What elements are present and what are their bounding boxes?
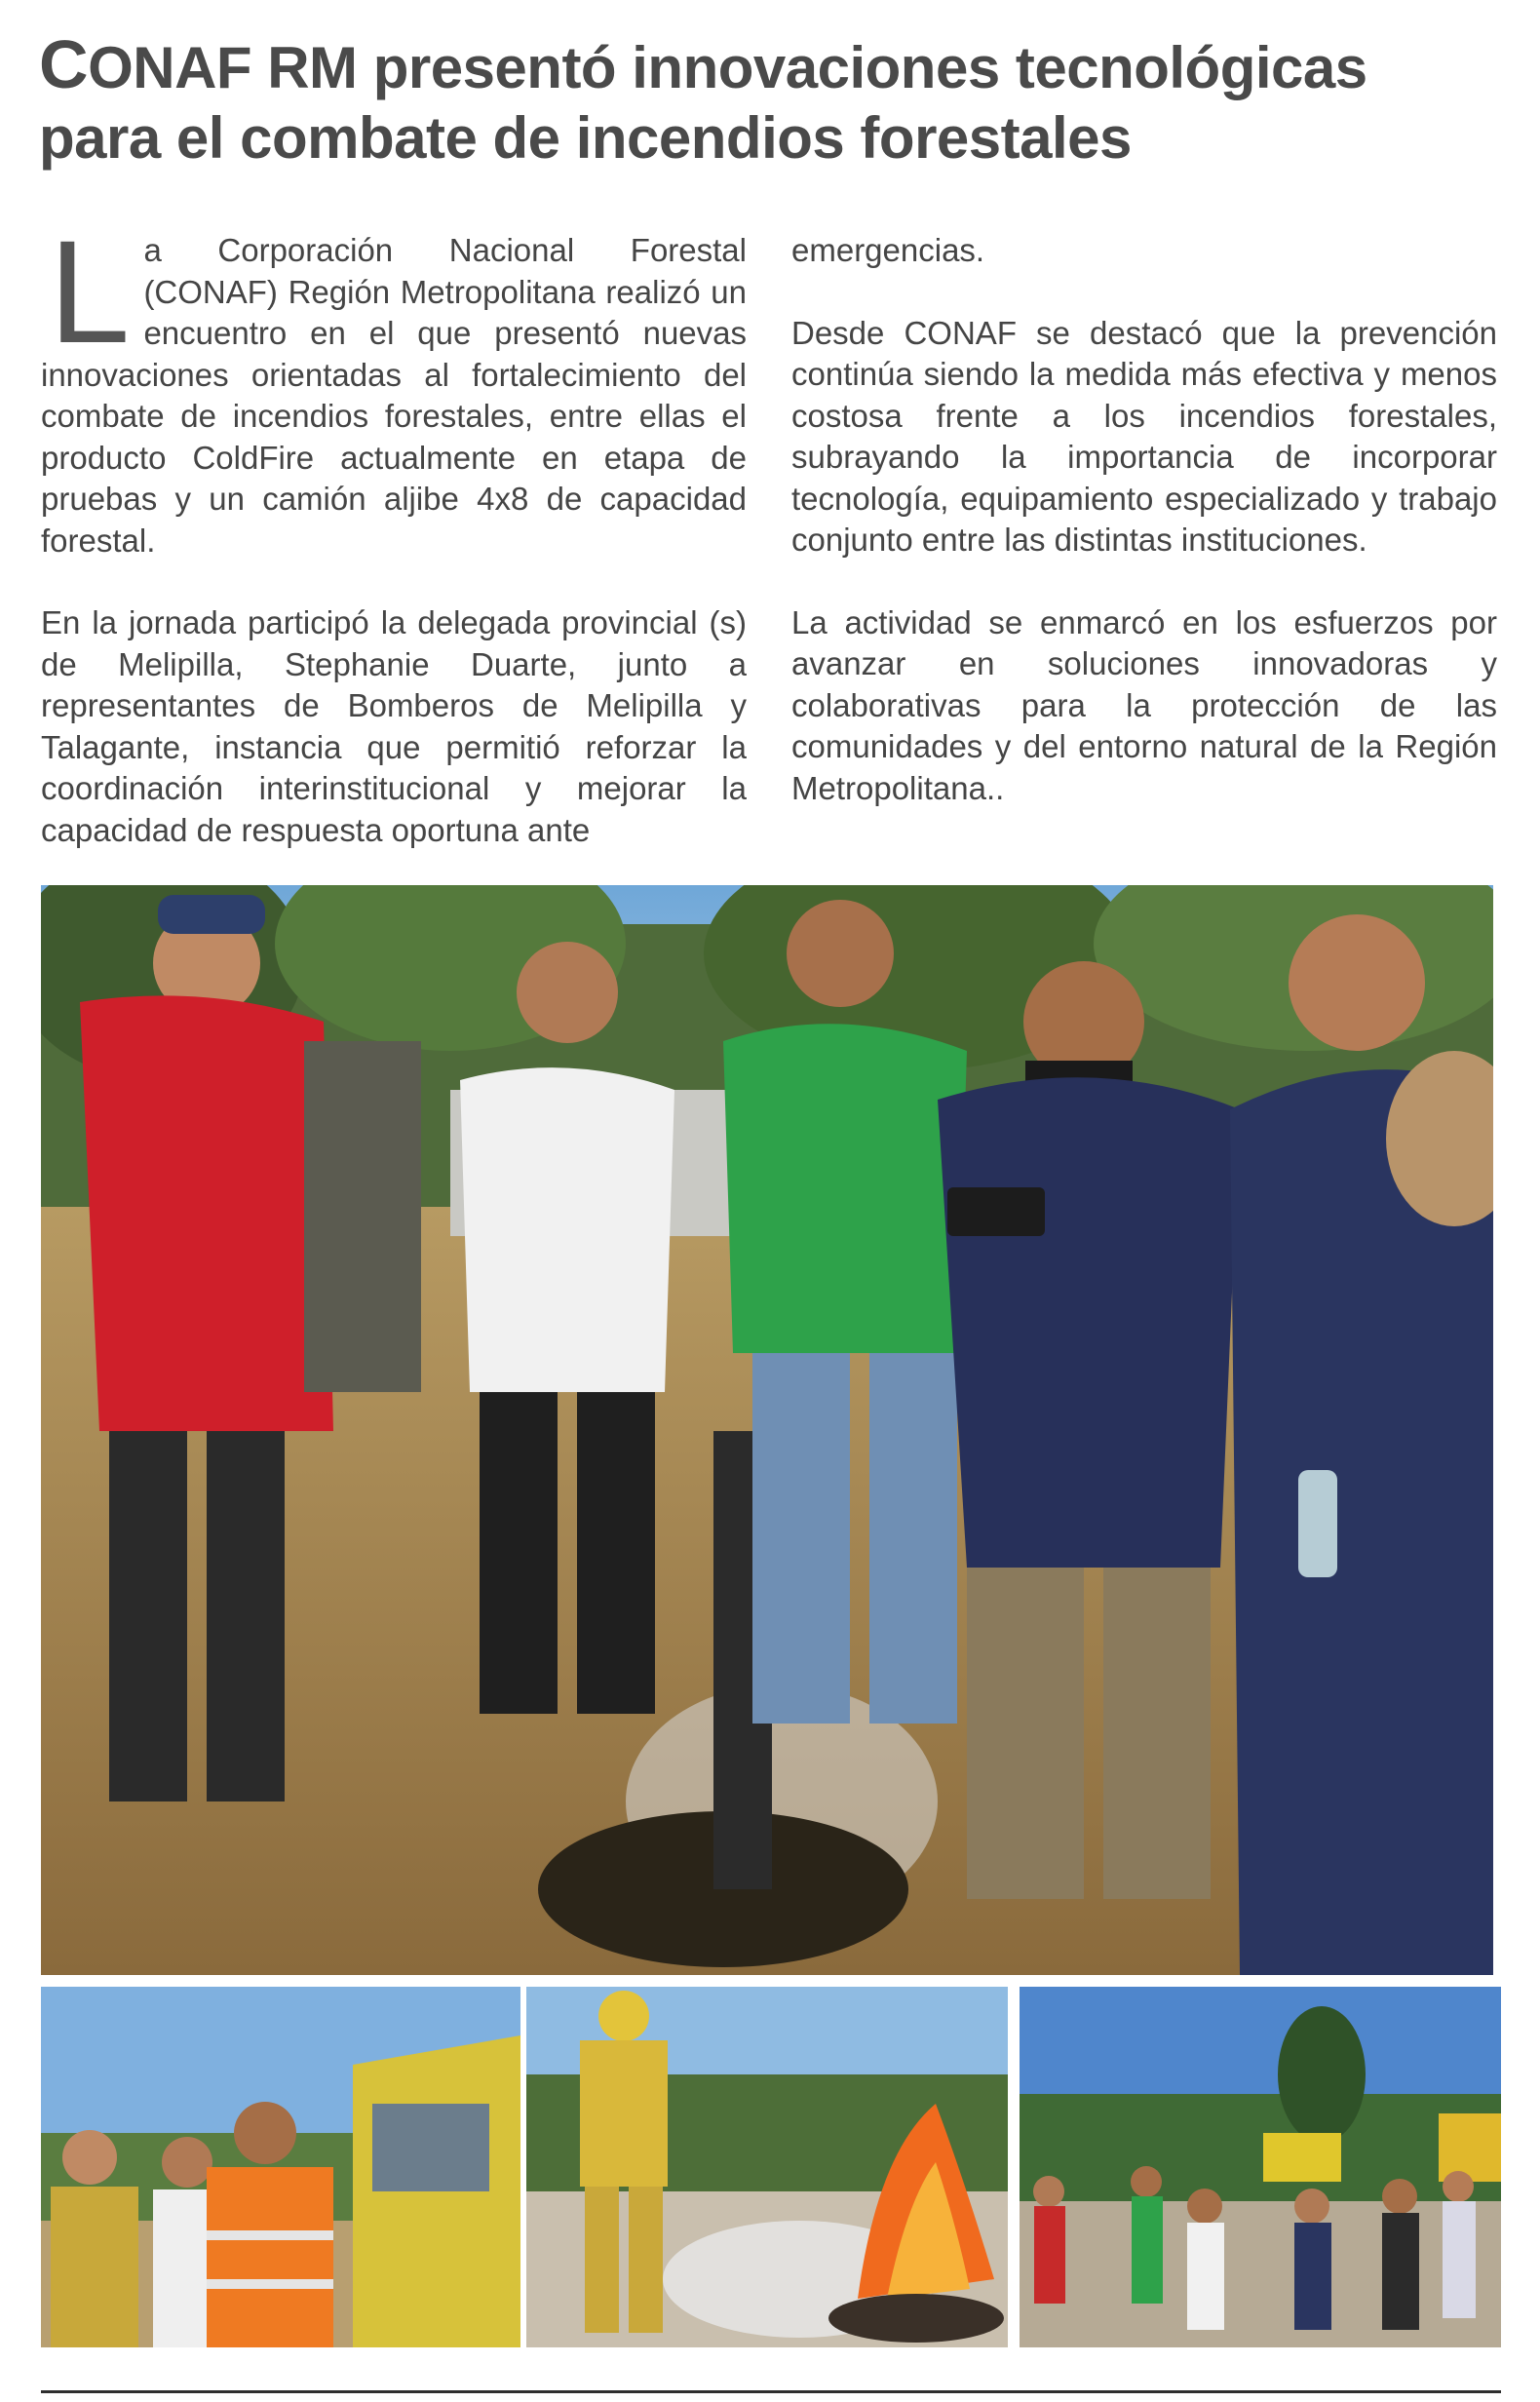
title-first-letter: C (39, 26, 89, 102)
drop-cap: L (49, 210, 131, 373)
thumbnail-2-illustration (526, 1987, 1008, 2347)
right-column (791, 230, 1497, 850)
left-column (41, 210, 747, 892)
paragraph-2: En la jornada participó la delegada provincial (s) de Melipilla, Stephanie Duarte, junto a representantes de Bomberos de Melipilla y Talagante, instancia que permitió reforzar la coordinación interinstitucional y mejorar la capacidad de respuesta oportuna ante (41, 604, 747, 848)
paragraph-1-text: a Corporación Nacional Forestal (CONAF) Región Metropolitana realizó un encuentro en el que presentó nuevas innovaciones orientadas al fortalecimiento del combate de incendios forestales, entre ellas el producto ColdFire actualmente en etapa de pruebas y un camión aljibe 4x8 de capacidad forestal. (41, 232, 747, 559)
thumbnail-1-illustration (41, 1987, 520, 2347)
paragraph-3: Desde CONAF se destacó que la prevención continúa siendo la medida más efectiva y menos costosa frente a los incendios forestales, subrayando la importancia de incorporar tecnología, equipamiento especializado y trabajo conjunto entre las distintas instituciones. (791, 314, 1497, 558)
thumbnail-photo-firefighter (526, 1987, 1008, 2347)
main-photo-illustration (41, 885, 1493, 1975)
title-rest: ONAF RM presentó innovaciones tecnológicas para el combate de incendios forestales (39, 35, 1367, 171)
article-title (39, 26, 1501, 174)
thumbnail-3-illustration (1020, 1987, 1501, 2347)
main-photo (41, 885, 1493, 1975)
thumbnail-photo-group (1020, 1987, 1501, 2347)
thumbnail-photo-speaker (41, 1987, 520, 2347)
paragraph-1 (41, 210, 747, 562)
paragraph-4: La actividad se enmarcó en los esfuerzos por avanzar en soluciones innovadoras y colaborativas para la protección de las comunidades y del entorno natural de la Región Metropolitana.. (791, 603, 1497, 806)
footer-green-banner (858, 2386, 1501, 2402)
paragraph-2-continued: emergencias. (791, 232, 985, 268)
